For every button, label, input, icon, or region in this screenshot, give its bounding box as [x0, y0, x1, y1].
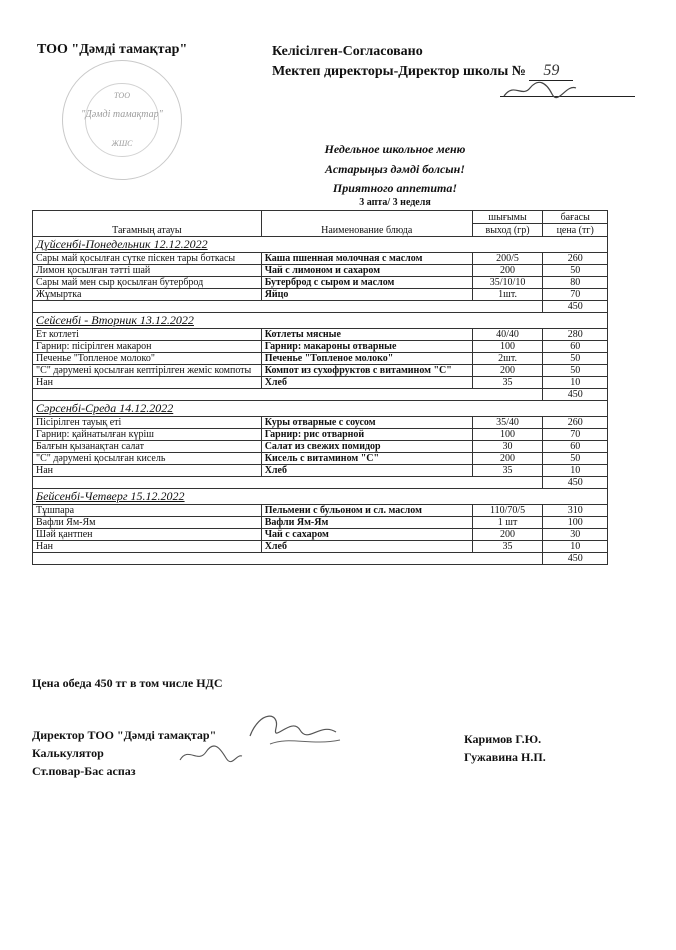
- table-row: [33, 441, 608, 453]
- dish-output: 200: [472, 453, 543, 465]
- table-row: [33, 517, 608, 529]
- footer-director-name: Каримов Г.Ю.: [464, 732, 542, 746]
- dish-ru: Кисель с витамином "С": [261, 453, 472, 465]
- company-seal: [62, 60, 182, 180]
- dish-price: 50: [543, 265, 608, 277]
- dish-price: 60: [543, 341, 608, 353]
- dish-output: 1шт.: [472, 289, 543, 301]
- footer-calculator-label: Калькулятор: [32, 746, 104, 760]
- dish-kz: Гарнир: қайнатылған күріш: [33, 429, 262, 441]
- table-row: [33, 529, 608, 541]
- day-total: 450: [543, 553, 608, 565]
- dish-kz: Тұшпара: [33, 505, 262, 517]
- table-row: [33, 417, 608, 429]
- day-row: [33, 489, 608, 505]
- director-signature: [500, 78, 580, 102]
- dish-kz: Нан: [33, 541, 262, 553]
- table-row: [33, 289, 608, 301]
- day-title: Дүйсенбі-Понедельник 12.12.2022: [33, 237, 608, 253]
- table-row: [33, 453, 608, 465]
- dish-ru: Пельмени с бульоном и сл. маслом: [261, 505, 472, 517]
- dish-ru: Котлеты мясные: [261, 329, 472, 341]
- col-header-price-ru: цена (тг): [543, 224, 608, 237]
- menu-table: [32, 210, 608, 565]
- week-label: 3 апта/ 3 неделя: [359, 197, 431, 208]
- col-header-output-kz: шығымы: [472, 211, 543, 224]
- col-header-ru: Наименование блюда: [261, 211, 472, 237]
- table-row: [33, 365, 608, 377]
- dish-ru: Каша пшенная молочная с маслом: [261, 253, 472, 265]
- dish-kz: Вафли Ям-Ям: [33, 517, 262, 529]
- menu-title: Недельное школьное меню: [324, 142, 466, 156]
- col-header-output-ru: выход (гр): [472, 224, 543, 237]
- agreed-label: Келісілген-Согласовано: [272, 44, 423, 59]
- table-row: [33, 277, 608, 289]
- dish-price: 260: [543, 417, 608, 429]
- day-title: Сейсенбі - Вторник 13.12.2022: [33, 313, 608, 329]
- dish-price: 10: [543, 541, 608, 553]
- col-header-price-kz: бағасы: [543, 211, 608, 224]
- dish-kz: Нан: [33, 377, 262, 389]
- footer-cook-label: Ст.повар-Бас аспаз: [32, 764, 136, 778]
- dish-output: 35: [472, 465, 543, 477]
- dish-output: 1 шт: [472, 517, 543, 529]
- dish-price: 80: [543, 277, 608, 289]
- seal-name-text: "Дәмді тамақтар": [81, 109, 163, 120]
- dish-ru: Вафли Ям-Ям: [261, 517, 472, 529]
- table-row: [33, 465, 608, 477]
- director-label: Мектеп директоры-Директор школы №: [272, 64, 526, 79]
- dish-ru: Гарнир: макароны отварные: [261, 341, 472, 353]
- dish-price: 10: [543, 377, 608, 389]
- day-row: [33, 401, 608, 417]
- total-row: [33, 477, 608, 489]
- dish-kz: Жұмыртка: [33, 289, 262, 301]
- dish-ru: Чай с сахаром: [261, 529, 472, 541]
- dish-output: 35/10/10: [472, 277, 543, 289]
- dish-price: 50: [543, 453, 608, 465]
- dish-price: 280: [543, 329, 608, 341]
- dish-kz: Балғын қызанақтан салат: [33, 441, 262, 453]
- dish-price: 70: [543, 289, 608, 301]
- dish-ru: Хлеб: [261, 541, 472, 553]
- calculator-signature: [176, 740, 246, 770]
- dish-price: 260: [543, 253, 608, 265]
- dish-output: 35: [472, 377, 543, 389]
- approval-block: [272, 42, 573, 81]
- dish-kz: "С" дәрумені қосылған кептірілген жеміс компоты: [33, 365, 262, 377]
- dish-price: 50: [543, 365, 608, 377]
- col-header-kz: Тағамның атауы: [33, 211, 262, 237]
- table-row: [33, 353, 608, 365]
- dish-price: 10: [543, 465, 608, 477]
- day-total: 450: [543, 389, 608, 401]
- dish-price: 100: [543, 517, 608, 529]
- dish-output: 35/40: [472, 417, 543, 429]
- dish-kz: Нан: [33, 465, 262, 477]
- dish-price: 60: [543, 441, 608, 453]
- company-name: ТОО "Дәмді тамақтар": [37, 42, 188, 57]
- director-footer-signature: [240, 706, 350, 750]
- dish-kz: Ет котлеті: [33, 329, 262, 341]
- dish-kz: Пісірілген тауық еті: [33, 417, 262, 429]
- dish-output: 2шт.: [472, 353, 543, 365]
- table-row: [33, 541, 608, 553]
- dish-ru: Компот из сухофруктов с витамином "С": [261, 365, 472, 377]
- dish-kz: Шәй қантпен: [33, 529, 262, 541]
- day-total: 450: [543, 477, 608, 489]
- day-row: [33, 237, 608, 253]
- total-row: [33, 301, 608, 313]
- dish-output: 100: [472, 429, 543, 441]
- bon-appetit-kz: Астарыңыз дәмді болсын!: [325, 162, 465, 176]
- dish-price: 310: [543, 505, 608, 517]
- school-number: 59: [529, 61, 573, 81]
- dish-kz: Сары май қосылған сүтке піскен тары боткасы: [33, 253, 262, 265]
- dish-ru: Куры отварные с соусом: [261, 417, 472, 429]
- table-row: [33, 377, 608, 389]
- dish-kz: Лимон қосылған тәтті шай: [33, 265, 262, 277]
- day-title: Сәрсенбі-Среда 14.12.2022: [33, 401, 608, 417]
- dish-kz: Печенье "Топленое молоко": [33, 353, 262, 365]
- dish-ru: Чай с лимоном и сахаром: [261, 265, 472, 277]
- dish-output: 200: [472, 365, 543, 377]
- dish-price: 70: [543, 429, 608, 441]
- dish-ru: Гарнир: рис отварной: [261, 429, 472, 441]
- bon-appetit-ru: Приятного аппетита!: [332, 181, 458, 195]
- total-row: [33, 389, 608, 401]
- dish-ru: Яйцо: [261, 289, 472, 301]
- seal-bottom-text: ЖШС: [111, 139, 133, 148]
- table-row: [33, 341, 608, 353]
- day-total: 450: [543, 301, 608, 313]
- dish-ru: Салат из свежих помидор: [261, 441, 472, 453]
- table-row: [33, 265, 608, 277]
- table-row: [33, 329, 608, 341]
- dish-output: 30: [472, 441, 543, 453]
- day-title: Бейсенбі-Четверг 15.12.2022: [33, 489, 608, 505]
- dish-output: 110/70/5: [472, 505, 543, 517]
- footer-calculator-name: Гужавина Н.П.: [464, 750, 546, 764]
- seal-top-text: ТОО: [113, 91, 130, 100]
- table-row: [33, 429, 608, 441]
- dish-ru: Хлеб: [261, 377, 472, 389]
- footer-director-label: Директор ТОО "Дәмді тамақтар": [32, 728, 217, 742]
- day-row: [33, 313, 608, 329]
- dish-kz: Сары май мен сыр қосылған бутерброд: [33, 277, 262, 289]
- dish-kz: "С" дәрумені қосылған кисель: [33, 453, 262, 465]
- table-row: [33, 505, 608, 517]
- dish-price: 30: [543, 529, 608, 541]
- dish-output: 40/40: [472, 329, 543, 341]
- dish-output: 200: [472, 265, 543, 277]
- dish-price: 50: [543, 353, 608, 365]
- dish-ru: Печенье "Топленое молоко": [261, 353, 472, 365]
- dish-output: 35: [472, 541, 543, 553]
- dish-kz: Гарнир: пісірілген макарон: [33, 341, 262, 353]
- dish-ru: Бутерброд с сыром и маслом: [261, 277, 472, 289]
- table-row: [33, 253, 608, 265]
- dish-output: 200/5: [472, 253, 543, 265]
- dish-ru: Хлеб: [261, 465, 472, 477]
- total-row: [33, 553, 608, 565]
- dish-output: 200: [472, 529, 543, 541]
- dish-output: 100: [472, 341, 543, 353]
- price-note: Цена обеда 450 тг в том числе НДС: [32, 676, 223, 690]
